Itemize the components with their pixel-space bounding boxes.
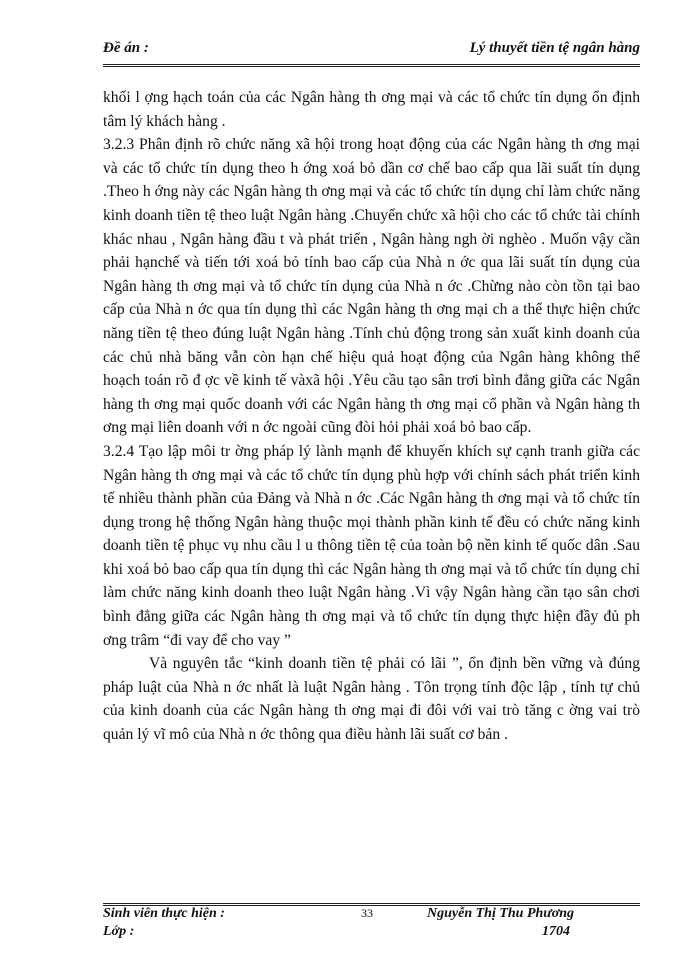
paragraph-2: 3.2.3 Phân định rõ chức năng xã hội trong hoạt động của các Ngân hàng th ơng mại và các tổ chức tín dụng theo h ớng xoá bỏ dần cơ chế bao cấp qua lãi suất tín dụng .Theo h ớng này các Ngân hàng th ơng mại và các tổ chức tín dụng chỉ làm chức năng kinh doanh tiền tệ theo luật Ngân hàng .Chuyển chức xã hội cho các tổ chức tài chính khác nhau , Ngân hàng đầu t và phát triển , Ngân hàng ngh ời nghèo . Muốn vậy cần phải hạnchế và tiến tới xoá bỏ tính bao cấp của Nhà n ớc qua lãi suất tín dụng của Ngân hàng th ơng mại và tổ chức tín dụng của Nhà n ớc .Chừng nào còn tồn tại bao cấp của Nhà n ớc qua tín dụng thì các Ngân hàng th ơng mại ch a thể thực hiện chức năng tiền tệ theo đúng luật Ngân hàng .Tính chủ động trong sản xuất kinh doanh của các chủ nhà băng vẫn còn hạn chế hiệu quả hoạt động của Ngân hàng không thể hoạch toán rõ đ ợc về kinh tế vàxã hội .Yêu cầu tạo sân trơi bình đẳng giữa các Ngân hàng th ơng mại quốc doanh với các Ngân hàng th ơng mại cổ phần và Ngân hàng th ơng mại liên doanh với n ớc ngoài cũng đòi hỏi phải xoá bỏ bao cấp. [103, 136, 640, 437]
page-number: 33 [361, 906, 373, 920]
paragraph-4: Và nguyên tắc “kinh doanh tiền tệ phải có lãi ”, ổn định bền vững và đúng pháp luật của Nhà n ớc nhất là luật Ngân hàng . Tôn trọng tính độc lập , tính tự chủ của kinh doanh của các Ngân hàng th ơng mại đi đôi với vai trò tăng c ờng vai trò quản lý vĩ mô của Nhà n ớc thông qua điều hành lãi suất cơ bản . [103, 655, 640, 744]
header-right: Lý thuyết tiền tệ ngân hàng [469, 40, 640, 56]
page-footer [103, 906, 640, 946]
footer-student-label: Sinh viên thực hiện : [103, 906, 225, 921]
paragraph-3: 3.2.4 Tạo lập môi tr ờng pháp lý lành mạnh để khuyến khích sự cạnh tranh giữa các Ngân hàng th ơng mại và các tổ chức tín dụng phù hợp với chính sách phát triển kinh tế nhiều thành phần của Đảng và Nhà n ớc .Các Ngân hàng th ơng mại và tổ chức tín dụng trong hệ thống Ngân hàng thuộc mọi thành phần kinh tế đều có chức năng kinh doanh tiền tệ phục vụ nhu cầu l u thông tiền tệ của toàn bộ nền kinh tế quốc dân .Sau khi xoá bỏ bao cấp qua tín dụng thì các Ngân hàng th ơng mại và tổ chức tín dụng chỉ làm chức năng kinh doanh theo luật Ngân hàng .Vì vậy Ngân hàng cần tạo sân chơi bình đẳng giữa các Ngân hàng th ơng mại và tổ chức tín dụng thực hiện đầy đủ ph ơng trâm “đi vay để cho vay ” [103, 442, 640, 649]
header-left: Đề án : [103, 40, 149, 56]
paragraph-1: khối l ợng hạch toán của các Ngân hàng th ơng mại và các tổ chức tín dụng ổn định tâm lý khách hàng . [103, 89, 640, 130]
header-rule [103, 64, 640, 67]
page-header [103, 36, 640, 62]
footer-class-label: Lớp : [103, 924, 135, 939]
footer-student-name: Nguyễn Thị Thu Phương [427, 906, 574, 921]
footer-class-code: 1704 [542, 924, 570, 939]
document-body [103, 86, 640, 747]
